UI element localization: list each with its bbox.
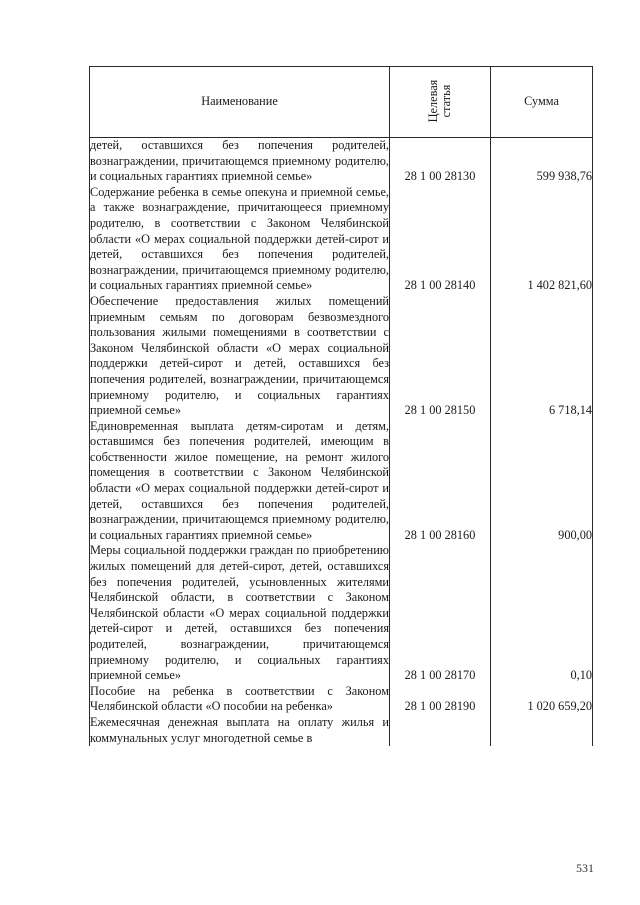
row-name: Обеспечение предоставления жилых помещений приемным семьям по договорам безвозмездного пользования жилыми помещениями в соответствии с Законом Челябинской области «О мерах социальной поддержки детей-сирот и детей, оставшихся без попечения родителей, вознаграждении, причитающемся приемному родителю, и социальных гарантиях приемной семье» <box>90 293 389 418</box>
row-name: Пособие на ребенка в соответствии с Законом Челябинской области «О пособии на ребенка» <box>90 683 389 714</box>
header-code-label: Целевая статья <box>426 79 453 123</box>
row-name: Ежемесячная денежная выплата на оплату жилья и коммунальных услуг многодетной семье в <box>90 714 389 745</box>
table-row <box>90 294 593 419</box>
page-number: 531 <box>576 861 594 875</box>
table-row <box>90 715 593 746</box>
row-sum: 1 020 659,20 <box>491 684 593 715</box>
row-sum <box>491 715 593 746</box>
row-code: 28 1 00 28160 <box>390 419 491 544</box>
row-sum: 0,10 <box>491 543 593 683</box>
row-name: детей, оставшихся без попечения родителей, вознаграждении, причитающемся приемному родителю, и социальных гарантиях приемной семье» <box>90 138 389 184</box>
row-code <box>390 715 491 746</box>
row-code: 28 1 00 28190 <box>390 684 491 715</box>
table-header-row <box>90 67 593 138</box>
row-name: Меры социальной поддержки граждан по приобретению жилых помещений для детей-сирот, детей, оставшихся без попечения родителей, усыновленных жителями Челябинской области, в соответствии с Законом Челябинской области «О мерах социальной поддержки детей-сирот и детей, оставшихся без попечения родителей, вознаграждении, причитающемся приемному родителю, и социальных гарантиях приемной семье» <box>90 543 389 683</box>
header-code <box>390 67 491 138</box>
row-sum: 6 718,14 <box>491 294 593 419</box>
row-sum: 599 938,76 <box>491 138 593 185</box>
budget-table <box>89 66 593 746</box>
table-row <box>90 543 593 683</box>
row-code: 28 1 00 28130 <box>390 138 491 185</box>
row-sum: 1 402 821,60 <box>491 185 593 294</box>
header-name: Наименование <box>90 67 390 138</box>
header-sum: Сумма <box>491 67 593 138</box>
table-row <box>90 185 593 294</box>
row-name: Единовременная выплата детям-сиротам и детям, оставшимся без попечения родителей, имеющим в собственности жилое помещение, на ремонт жилого помещения в соответствии с Законом Челябинской области «О мерах социальной поддержки детей-сирот и детей, оставшихся без попечения родителей, вознаграждении, причитающемся приемному родителю, и социальных гарантиях приемной семье» <box>90 418 389 542</box>
row-code: 28 1 00 28170 <box>390 543 491 683</box>
row-name: Содержание ребенка в семье опекуна и приемной семье, а также вознаграждение, причитающееся приемному родителю, в соответствии с Законом Челябинской области «О мерах социальной поддержки детей-сирот и детей, оставшихся без попечения родителей, вознаграждении, причитающемся приемному родителю, и социальных гарантиях приемной семье» <box>90 184 389 293</box>
row-code: 28 1 00 28150 <box>390 294 491 419</box>
table-row <box>90 138 593 185</box>
table-row <box>90 419 593 544</box>
row-sum: 900,00 <box>491 419 593 544</box>
row-code: 28 1 00 28140 <box>390 185 491 294</box>
table-row <box>90 684 593 715</box>
